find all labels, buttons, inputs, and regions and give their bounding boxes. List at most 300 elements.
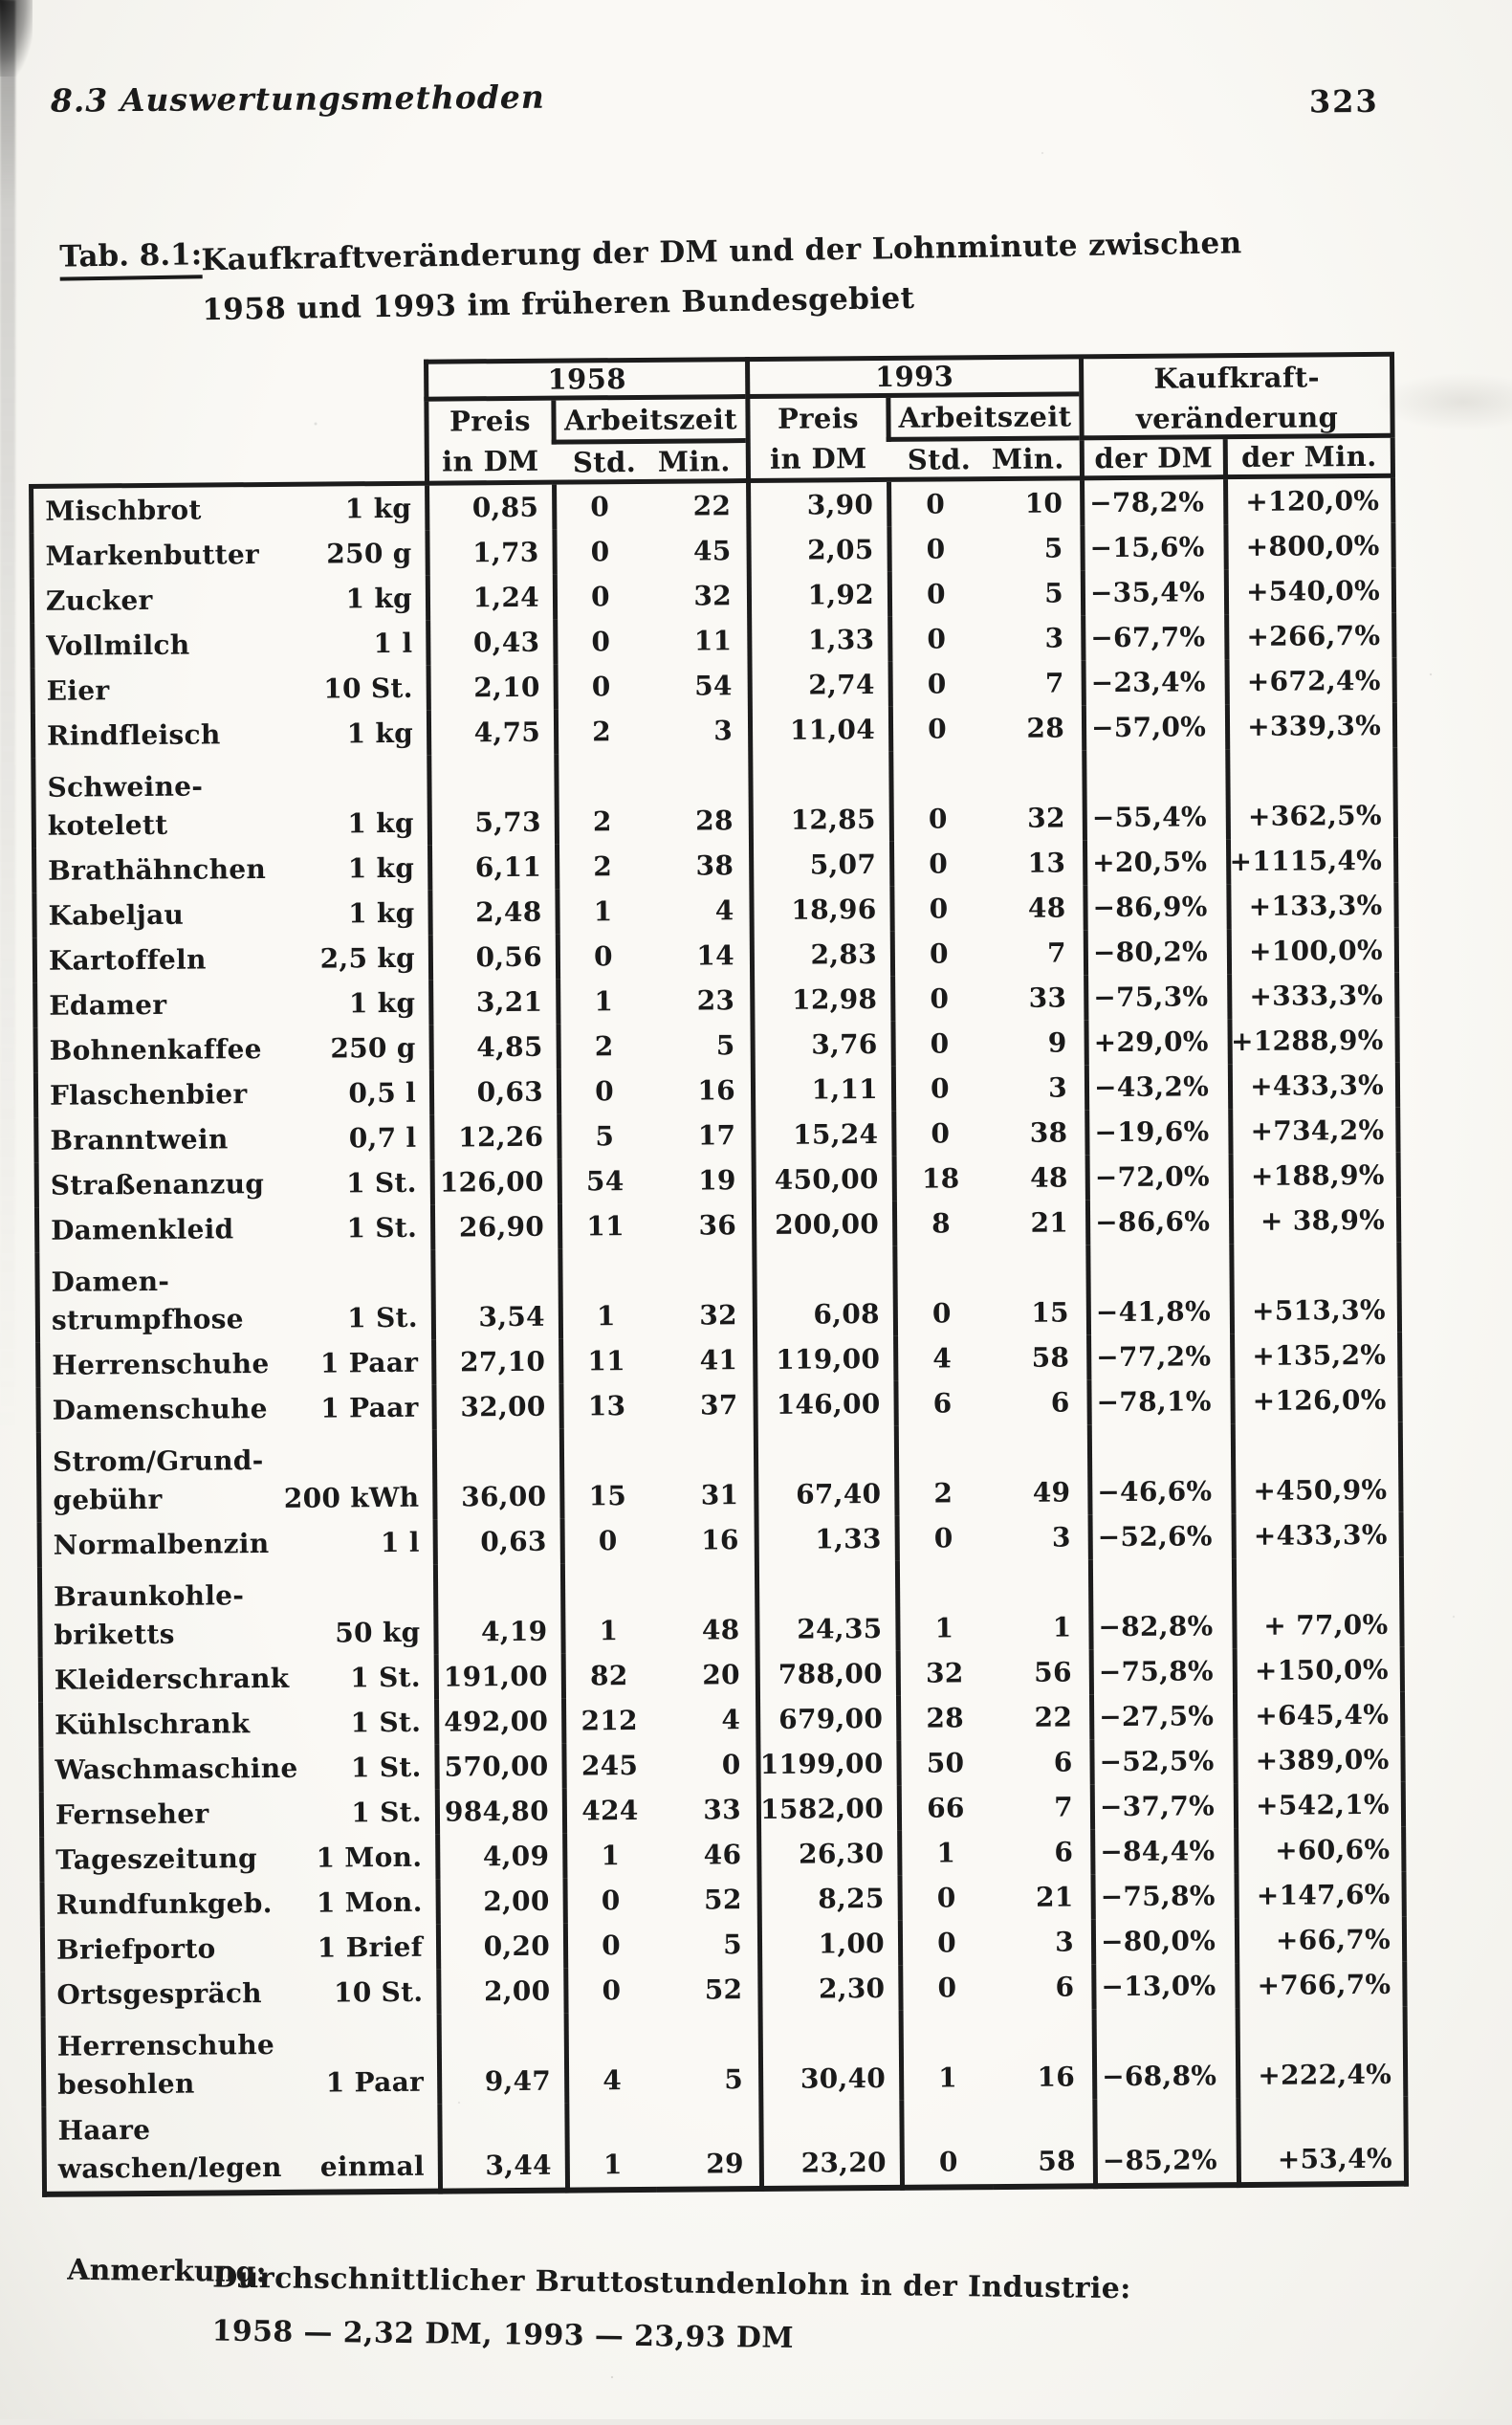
cell-stunden-1958: 424 <box>562 1788 653 1834</box>
item-quantity: 2,5 kg <box>319 941 416 975</box>
cell-minuten-1993: 13 <box>1027 847 1066 879</box>
cell-minuten-1958: 4 <box>714 894 734 927</box>
cell-kaufkraft-min: +450,9% <box>1231 1422 1404 1513</box>
cell-preis-1958: 26,90 <box>430 1204 558 1250</box>
item-quantity: 1 St. <box>345 1166 417 1200</box>
cell-stunden-1958: 0 <box>552 484 643 530</box>
cell-kaufkraft-min: +66,7% <box>1235 1917 1407 1963</box>
cell-minuten-1958: 33 <box>703 1794 742 1826</box>
cell-kaufkraft-min: +120,0% <box>1223 478 1395 524</box>
item-quantity: 1 kg <box>348 986 416 1020</box>
cell-item <box>33 981 428 1028</box>
kaufkraft-table <box>28 352 1409 2197</box>
cell-minuten-1958: 11 <box>693 625 733 657</box>
cell-preis-1993: 1,00 <box>757 1921 898 1967</box>
cell-item <box>32 846 427 893</box>
item-quantity: 1 Paar <box>319 1346 419 1379</box>
cell-minuten-1993: 9 <box>1047 1026 1067 1059</box>
cell-minuten-1958: 22 <box>692 490 732 522</box>
item-quantity: 1 kg <box>344 492 412 525</box>
table-row <box>41 2007 1409 2107</box>
cell-minuten-1958: 52 <box>704 1973 743 2006</box>
item-name: Ortsgespräch <box>56 1977 263 2011</box>
cell-item <box>34 1205 430 1253</box>
cell-preis-1993: 146,00 <box>753 1381 893 1427</box>
cell-stunden-1958: 0 <box>563 1968 654 2014</box>
cell-kaufkraft-dm: −85,2% <box>1092 2098 1237 2189</box>
cell-preis-1993: 450,00 <box>752 1157 892 1202</box>
cell-stunden-1958: 54 <box>558 1158 648 1204</box>
cell-kaufkraft-dm: −13,0% <box>1091 1963 1235 2009</box>
table-row <box>41 2097 1409 2197</box>
cell-minuten-1958: 17 <box>697 1119 736 1152</box>
cell-stunden-1958: 1 <box>564 2103 656 2194</box>
cell-preis-1958: 0,20 <box>436 1924 563 1970</box>
cell-kaufkraft-dm: −75,3% <box>1084 974 1227 1020</box>
cell-preis-1993: 1582,00 <box>756 1786 897 1832</box>
cell-minuten-1958: 16 <box>697 1074 736 1107</box>
table-header <box>28 352 1395 489</box>
footnote-line-1: Durchschnittlicher Bruttostundenlohn in der Industrie: <box>212 2260 1131 2306</box>
cell-stunden-1993: 0 <box>887 481 979 527</box>
cell-kaufkraft-min: +339,3% <box>1225 703 1397 749</box>
header-min-label: Min. <box>991 441 1064 475</box>
item-quantity: 1 kg <box>346 716 414 750</box>
cell-kaufkraft-min: +60,6% <box>1234 1827 1406 1873</box>
cell-preis-1958: 0,63 <box>429 1069 557 1115</box>
cell-stunden-1958: 82 <box>561 1653 652 1699</box>
cell-preis-1993: 5,07 <box>749 842 889 888</box>
cell-preis-1993: 24,35 <box>755 1561 896 1652</box>
item-quantity: 1 Paar <box>320 1391 419 1424</box>
cell-preis-1993: 200,00 <box>752 1201 892 1247</box>
cell-preis-1993: 15,24 <box>751 1112 891 1157</box>
table-row <box>31 748 1398 849</box>
footnote-text <box>211 2252 1264 2371</box>
cell-item <box>34 1160 430 1208</box>
cell-preis-1993: 1,11 <box>751 1067 891 1113</box>
cell-minuten-1958: 0 <box>721 1749 741 1781</box>
item-quantity: 1 Brief <box>317 1930 424 1964</box>
cell-stunden-1958: 15 <box>559 1428 651 1519</box>
item-quantity: 250 g <box>326 537 412 570</box>
cell-kaufkraft-min: +1115,4% <box>1226 838 1398 884</box>
item-name: Markenbutter <box>45 539 260 572</box>
cell-stunden-1993: 4 <box>893 1335 986 1381</box>
cell-preis-1958: 12,26 <box>429 1114 557 1160</box>
cell-kaufkraft-dm: −86,6% <box>1085 1199 1229 1245</box>
item-quantity: 1 St. <box>347 1301 419 1334</box>
cell-preis-1993: 30,40 <box>758 2011 900 2102</box>
cell-stunden-1993: 2 <box>894 1425 988 1516</box>
cell-item <box>37 1520 433 1568</box>
cell-stunden-1958: 0 <box>553 574 644 620</box>
cell-minuten-1958: 14 <box>696 939 735 972</box>
cell-kaufkraft-min: + 38,9% <box>1229 1198 1401 1244</box>
item-quantity: 1 l <box>373 627 413 660</box>
item-quantity: 250 g <box>330 1031 416 1065</box>
item-name: Rundfunkgeb. <box>55 1886 273 1921</box>
cell-item <box>37 1565 434 1658</box>
item-quantity: 10 St. <box>333 1975 424 2009</box>
cell-minuten-1993: 58 <box>1031 1341 1070 1374</box>
cell-item <box>29 531 425 579</box>
header-arbeitszeit-1958: Arbeitszeit <box>551 399 745 445</box>
cell-minuten-1958: 19 <box>698 1164 736 1197</box>
item-name: Flaschenbier <box>49 1078 248 1112</box>
cell-kaufkraft-min: +150,0% <box>1233 1647 1405 1693</box>
cell-minuten-1993: 3 <box>1055 1926 1075 1958</box>
cell-stunden-1993: 32 <box>896 1650 989 1696</box>
cell-kaufkraft-min: +433,3% <box>1232 1512 1404 1558</box>
cell-stunden-1958: 11 <box>558 1203 648 1249</box>
cell-minuten-1958: 5 <box>723 1929 743 1961</box>
cell-minuten-1993: 21 <box>1030 1206 1069 1239</box>
cell-kaufkraft-min: +645,4% <box>1233 1692 1405 1738</box>
header-empty-cell <box>28 360 425 489</box>
cell-minuten-1993: 5 <box>1044 577 1064 609</box>
item-name: Straßenanzug <box>50 1168 265 1201</box>
cell-minuten-1993: 6 <box>1053 1746 1073 1778</box>
cell-stunden-1993: 0 <box>891 1066 984 1112</box>
cell-kaufkraft-min: +389,0% <box>1233 1737 1405 1783</box>
cell-stunden-1958: 5 <box>557 1113 647 1159</box>
header-preis-line2: in DM <box>769 441 867 475</box>
cell-stunden-1993: 0 <box>892 1246 986 1336</box>
cell-stunden-1958: 4 <box>564 2013 656 2104</box>
item-name: Rindfleisch <box>46 718 221 752</box>
cell-item <box>39 1835 435 1883</box>
cell-item <box>41 2015 438 2107</box>
cell-preis-1993: 3,90 <box>746 482 887 528</box>
cell-stunden-1993: 1 <box>895 1560 989 1651</box>
item-quantity: 1 kg <box>348 896 415 930</box>
cell-stunden-1958: 0 <box>552 529 643 575</box>
cell-kaufkraft-dm: −80,0% <box>1091 1918 1235 1964</box>
cell-kaufkraft-min: +333,3% <box>1227 973 1399 1019</box>
cell-kaufkraft-min: +672,4% <box>1224 658 1396 704</box>
cell-kaufkraft-min: +135,2% <box>1230 1333 1402 1378</box>
item-name: kotelett <box>47 808 168 842</box>
cell-preis-1958: 492,00 <box>434 1699 561 1745</box>
cell-stunden-1993: 0 <box>895 1515 988 1561</box>
cell-item <box>30 621 426 669</box>
cell-kaufkraft-min: +147,6% <box>1234 1872 1406 1918</box>
cell-stunden-1993: 0 <box>890 1021 983 1067</box>
cell-stunden-1993: 0 <box>887 571 980 617</box>
cell-preis-1958: 1,24 <box>426 575 553 621</box>
cell-item <box>31 756 427 849</box>
cell-preis-1993: 12,85 <box>748 752 889 843</box>
item-name: waschen/legen <box>57 2150 282 2185</box>
cell-preis-1958: 0,56 <box>428 935 556 981</box>
footnote-line-2: 1958 — 2,32 DM, 1993 — 23,93 DM <box>211 2314 795 2355</box>
cell-preis-1958: 9,47 <box>437 2014 565 2105</box>
cell-stunden-1958: 0 <box>553 619 644 665</box>
cell-item <box>41 2105 438 2197</box>
cell-item <box>31 711 427 759</box>
cell-preis-1958: 4,75 <box>427 710 554 756</box>
cell-preis-1958: 0,63 <box>433 1519 560 1565</box>
cell-stunden-1993: 0 <box>887 526 979 572</box>
cell-minuten-1993: 58 <box>992 2099 1093 2190</box>
cell-stunden-1993: 0 <box>888 751 982 842</box>
cell-preis-1993: 6,08 <box>752 1246 893 1337</box>
cell-kaufkraft-dm: −77,2% <box>1086 1334 1230 1379</box>
cell-item <box>33 1070 429 1118</box>
item-name: Waschmaschine <box>55 1752 298 1786</box>
header-year-1958: 1958 <box>424 357 745 402</box>
cell-item <box>39 1790 435 1838</box>
cell-item <box>34 1250 431 1343</box>
cell-kaufkraft-min: +542,1% <box>1234 1782 1406 1828</box>
item-quantity: 1 kg <box>347 806 414 840</box>
cell-minuten-1993: 56 <box>1034 1656 1072 1688</box>
cell-stunden-1993: 1 <box>897 1830 990 1876</box>
item-name: Eier <box>46 674 110 707</box>
cell-preis-1993: 2,05 <box>746 527 887 573</box>
cell-kaufkraft-min: +433,3% <box>1228 1063 1400 1109</box>
cell-preis-1958: 570,00 <box>434 1744 561 1790</box>
item-name: Zucker <box>45 584 153 617</box>
table-row <box>36 1422 1404 1523</box>
cell-minuten-1993: 7 <box>1046 937 1067 969</box>
running-header: 8.3 Auswertungsmethoden <box>50 77 545 120</box>
cell-stunden-1958: 2 <box>555 844 646 890</box>
cell-preis-1958: 2,00 <box>436 1969 563 2015</box>
cell-preis-1993: 788,00 <box>756 1651 896 1697</box>
cell-kaufkraft-dm: −52,6% <box>1088 1513 1232 1559</box>
cell-stunden-1993: 0 <box>889 886 982 932</box>
cell-kaufkraft-dm: +20,5% <box>1083 839 1226 885</box>
cell-preis-1993: 23,20 <box>758 2101 900 2192</box>
cell-stunden-1958: 0 <box>562 1878 653 1924</box>
cell-kaufkraft-min: +362,5% <box>1225 748 1398 839</box>
cell-minuten-1993: 1 <box>1052 1611 1072 1643</box>
cell-kaufkraft-min: +126,0% <box>1230 1378 1402 1423</box>
cell-minuten-1993: 33 <box>1028 981 1067 1014</box>
cell-item <box>32 891 427 938</box>
cell-kaufkraft-min: +734,2% <box>1228 1108 1400 1154</box>
header-preis-1958 <box>424 401 552 486</box>
cell-minuten-1958: 4 <box>721 1704 741 1736</box>
cell-minuten-1958: 23 <box>696 984 735 1017</box>
cell-preis-1958: 984,80 <box>435 1789 562 1835</box>
cell-preis-1993: 2,83 <box>750 932 890 978</box>
cell-kaufkraft-dm: −80,2% <box>1084 929 1227 975</box>
header-std-min-1993 <box>887 440 1080 482</box>
item-quantity: 1 Mon. <box>316 1885 423 1919</box>
cell-stunden-1958: 13 <box>559 1383 649 1429</box>
item-name: gebühr <box>53 1483 163 1516</box>
caption-text <box>201 221 1242 335</box>
cell-item <box>31 666 427 714</box>
cell-item <box>35 1385 431 1433</box>
cell-item <box>40 1880 436 1928</box>
caption-line-1: Kaufkraftveränderung der DM und der Lohnminute zwischen <box>201 226 1242 278</box>
cell-kaufkraft-min: +100,0% <box>1227 928 1399 974</box>
item-quantity: 1 St. <box>346 1211 418 1245</box>
cell-preis-1958: 126,00 <box>430 1159 558 1205</box>
cell-preis-1993: 18,96 <box>749 887 889 933</box>
cell-stunden-1958: 2 <box>554 709 645 755</box>
cell-minuten-1958: 36 <box>698 1209 737 1242</box>
cell-stunden-1993: 6 <box>893 1380 986 1426</box>
cell-preis-1993: 1199,00 <box>756 1741 896 1787</box>
header-preis-line1: Preis <box>449 404 532 437</box>
cell-stunden-1958: 1 <box>562 1833 653 1879</box>
cell-stunden-1958: 0 <box>563 1923 654 1969</box>
header-kaufkraftveraenderung <box>1079 352 1395 441</box>
cell-minuten-1958: 20 <box>702 1659 740 1691</box>
cell-item <box>38 1655 434 1703</box>
cell-preis-1993: 67,40 <box>754 1426 895 1517</box>
item-name: Vollmilch <box>46 628 190 662</box>
cell-kaufkraft-dm: −86,9% <box>1083 884 1226 930</box>
cell-kaufkraft-dm: −52,5% <box>1089 1738 1233 1784</box>
cell-stunden-1958: 0 <box>554 664 645 710</box>
cell-preis-1958: 3,21 <box>428 980 556 1025</box>
cell-preis-1958: 1,73 <box>425 530 552 576</box>
table-row <box>34 1243 1402 1343</box>
item-quantity: einmal <box>319 2149 425 2183</box>
cell-kaufkraft-min: +53,4% <box>1236 2097 1409 2188</box>
cell-kaufkraft-dm: −68,8% <box>1092 2008 1237 2099</box>
cell-minuten-1958: 31 <box>700 1479 739 1511</box>
header-preis-line2: in DM <box>441 444 539 478</box>
cell-stunden-1993: 0 <box>898 1920 991 1966</box>
cell-minuten-1993: 10 <box>1024 487 1063 519</box>
cell-minuten-1993: 48 <box>1030 1161 1068 1194</box>
cell-kaufkraft-min: +766,7% <box>1235 1962 1407 2008</box>
cell-preis-1993: 2,74 <box>748 662 888 708</box>
cell-item <box>29 486 425 534</box>
cell-preis-1993: 26,30 <box>756 1831 897 1877</box>
item-name: Braunkohle- <box>54 1579 245 1613</box>
header-der-min: der Min. <box>1223 438 1395 479</box>
cell-minuten-1993: 32 <box>1027 802 1065 834</box>
cell-stunden-1993: 28 <box>896 1695 989 1741</box>
cell-preis-1993: 3,76 <box>750 1022 890 1068</box>
cell-minuten-1958: 32 <box>693 580 733 612</box>
cell-stunden-1958: 2 <box>554 754 646 845</box>
cell-kaufkraft-min: +800,0% <box>1223 523 1395 569</box>
cell-kaufkraft-min: +188,9% <box>1229 1153 1401 1199</box>
caption-line-2: 1958 und 1993 im früheren Bundesgebiet <box>201 280 915 328</box>
header-preis-line1: Preis <box>777 401 860 435</box>
cell-preis-1958: 27,10 <box>431 1339 559 1385</box>
item-quantity: 1 l <box>380 1526 420 1559</box>
cell-stunden-1958: 1 <box>556 979 646 1025</box>
item-name: besohlen <box>57 2067 195 2101</box>
item-name: Haare <box>57 2114 151 2147</box>
cell-stunden-1958: 212 <box>561 1698 652 1744</box>
cell-preis-1993: 11,04 <box>748 707 888 753</box>
cell-kaufkraft-dm: −37,7% <box>1090 1783 1234 1829</box>
cell-stunden-1993: 0 <box>897 1875 990 1921</box>
cell-kaufkraft-dm: +29,0% <box>1084 1019 1227 1065</box>
cell-stunden-1958: 1 <box>558 1248 649 1339</box>
cell-preis-1993: 12,98 <box>750 977 890 1023</box>
cell-stunden-1993: 0 <box>889 841 982 887</box>
cell-item <box>35 1340 431 1388</box>
cell-preis-1958: 6,11 <box>427 845 555 891</box>
item-name: Kleiderschrank <box>54 1662 290 1696</box>
cell-minuten-1993: 48 <box>1027 892 1066 924</box>
cell-minuten-1958: 45 <box>692 535 732 567</box>
header-arbeitszeit-1993: Arbeitszeit <box>886 396 1079 442</box>
cell-stunden-1958: 0 <box>557 1069 647 1114</box>
cell-item <box>36 1430 433 1523</box>
item-name: Normalbenzin <box>53 1528 270 1561</box>
cell-minuten-1993: 21 <box>1035 1881 1074 1913</box>
cell-kaufkraft-dm: −67,7% <box>1081 614 1224 660</box>
cell-kaufkraft-dm: −75,8% <box>1089 1648 1233 1694</box>
item-name: Mischbrot <box>45 494 202 527</box>
cell-minuten-1993: 15 <box>1031 1296 1069 1329</box>
cell-stunden-1993: 0 <box>888 661 981 707</box>
cell-kaufkraft-dm: −43,2% <box>1085 1064 1228 1110</box>
item-quantity: 1 kg <box>347 851 415 885</box>
cell-minuten-1958: 48 <box>701 1614 740 1646</box>
item-name: Briefporto <box>55 1932 216 1966</box>
cell-minuten-1993: 5 <box>1043 532 1063 564</box>
cell-preis-1958: 3,44 <box>437 2104 565 2194</box>
cell-item <box>33 936 428 983</box>
item-name: Herrenschuhe <box>56 2028 275 2062</box>
item-name: Bohnenkaffee <box>49 1033 262 1067</box>
cell-stunden-1958: 1 <box>560 1563 652 1654</box>
cell-kaufkraft-min: +540,0% <box>1224 568 1396 614</box>
header-std-label: Std. <box>907 442 972 476</box>
item-quantity: 0,7 l <box>348 1121 417 1155</box>
item-name: Schweine- <box>47 770 204 804</box>
table-body <box>29 478 1409 2197</box>
cell-stunden-1958: 245 <box>561 1743 652 1789</box>
item-name: Tageszeitung <box>55 1842 258 1876</box>
cell-item <box>30 576 426 624</box>
cell-preis-1993: 8,25 <box>756 1876 897 1922</box>
cell-kaufkraft-dm: −55,4% <box>1082 749 1226 840</box>
cell-preis-1958: 2,10 <box>427 665 554 711</box>
cell-preis-1958: 2,00 <box>435 1879 562 1925</box>
cell-minuten-1993: 3 <box>1044 622 1064 654</box>
cell-kaufkraft-dm: −15,6% <box>1080 524 1223 570</box>
cell-minuten-1958: 54 <box>693 670 733 702</box>
cell-minuten-1993: 38 <box>1029 1116 1068 1149</box>
cell-stunden-1993: 18 <box>892 1156 985 1201</box>
cell-item <box>38 1745 434 1793</box>
cell-kaufkraft-dm: −72,0% <box>1085 1154 1229 1200</box>
item-name: Kabeljau <box>48 898 185 932</box>
cell-stunden-1993: 1 <box>899 2010 993 2101</box>
cell-kaufkraft-dm: −27,5% <box>1089 1693 1233 1739</box>
item-name: Damenschuhe <box>52 1393 268 1426</box>
cell-minuten-1958: 32 <box>699 1299 737 1332</box>
caption-label: Tab. 8.1: <box>59 237 203 280</box>
header-min-label: Min. <box>657 444 731 478</box>
cell-kaufkraft-min: +133,3% <box>1226 883 1398 929</box>
cell-minuten-1958: 29 <box>655 2102 759 2193</box>
cell-kaufkraft-dm: −23,4% <box>1082 659 1225 705</box>
item-quantity: 1 St. <box>351 1796 423 1829</box>
item-name: Herrenschuhe <box>52 1348 270 1381</box>
item-quantity: 200 kWh <box>283 1481 420 1514</box>
cell-stunden-1958: 2 <box>556 1024 646 1069</box>
cell-stunden-1958: 0 <box>560 1518 651 1564</box>
cell-item <box>33 1115 429 1163</box>
cell-stunden-1993: 8 <box>892 1201 985 1246</box>
